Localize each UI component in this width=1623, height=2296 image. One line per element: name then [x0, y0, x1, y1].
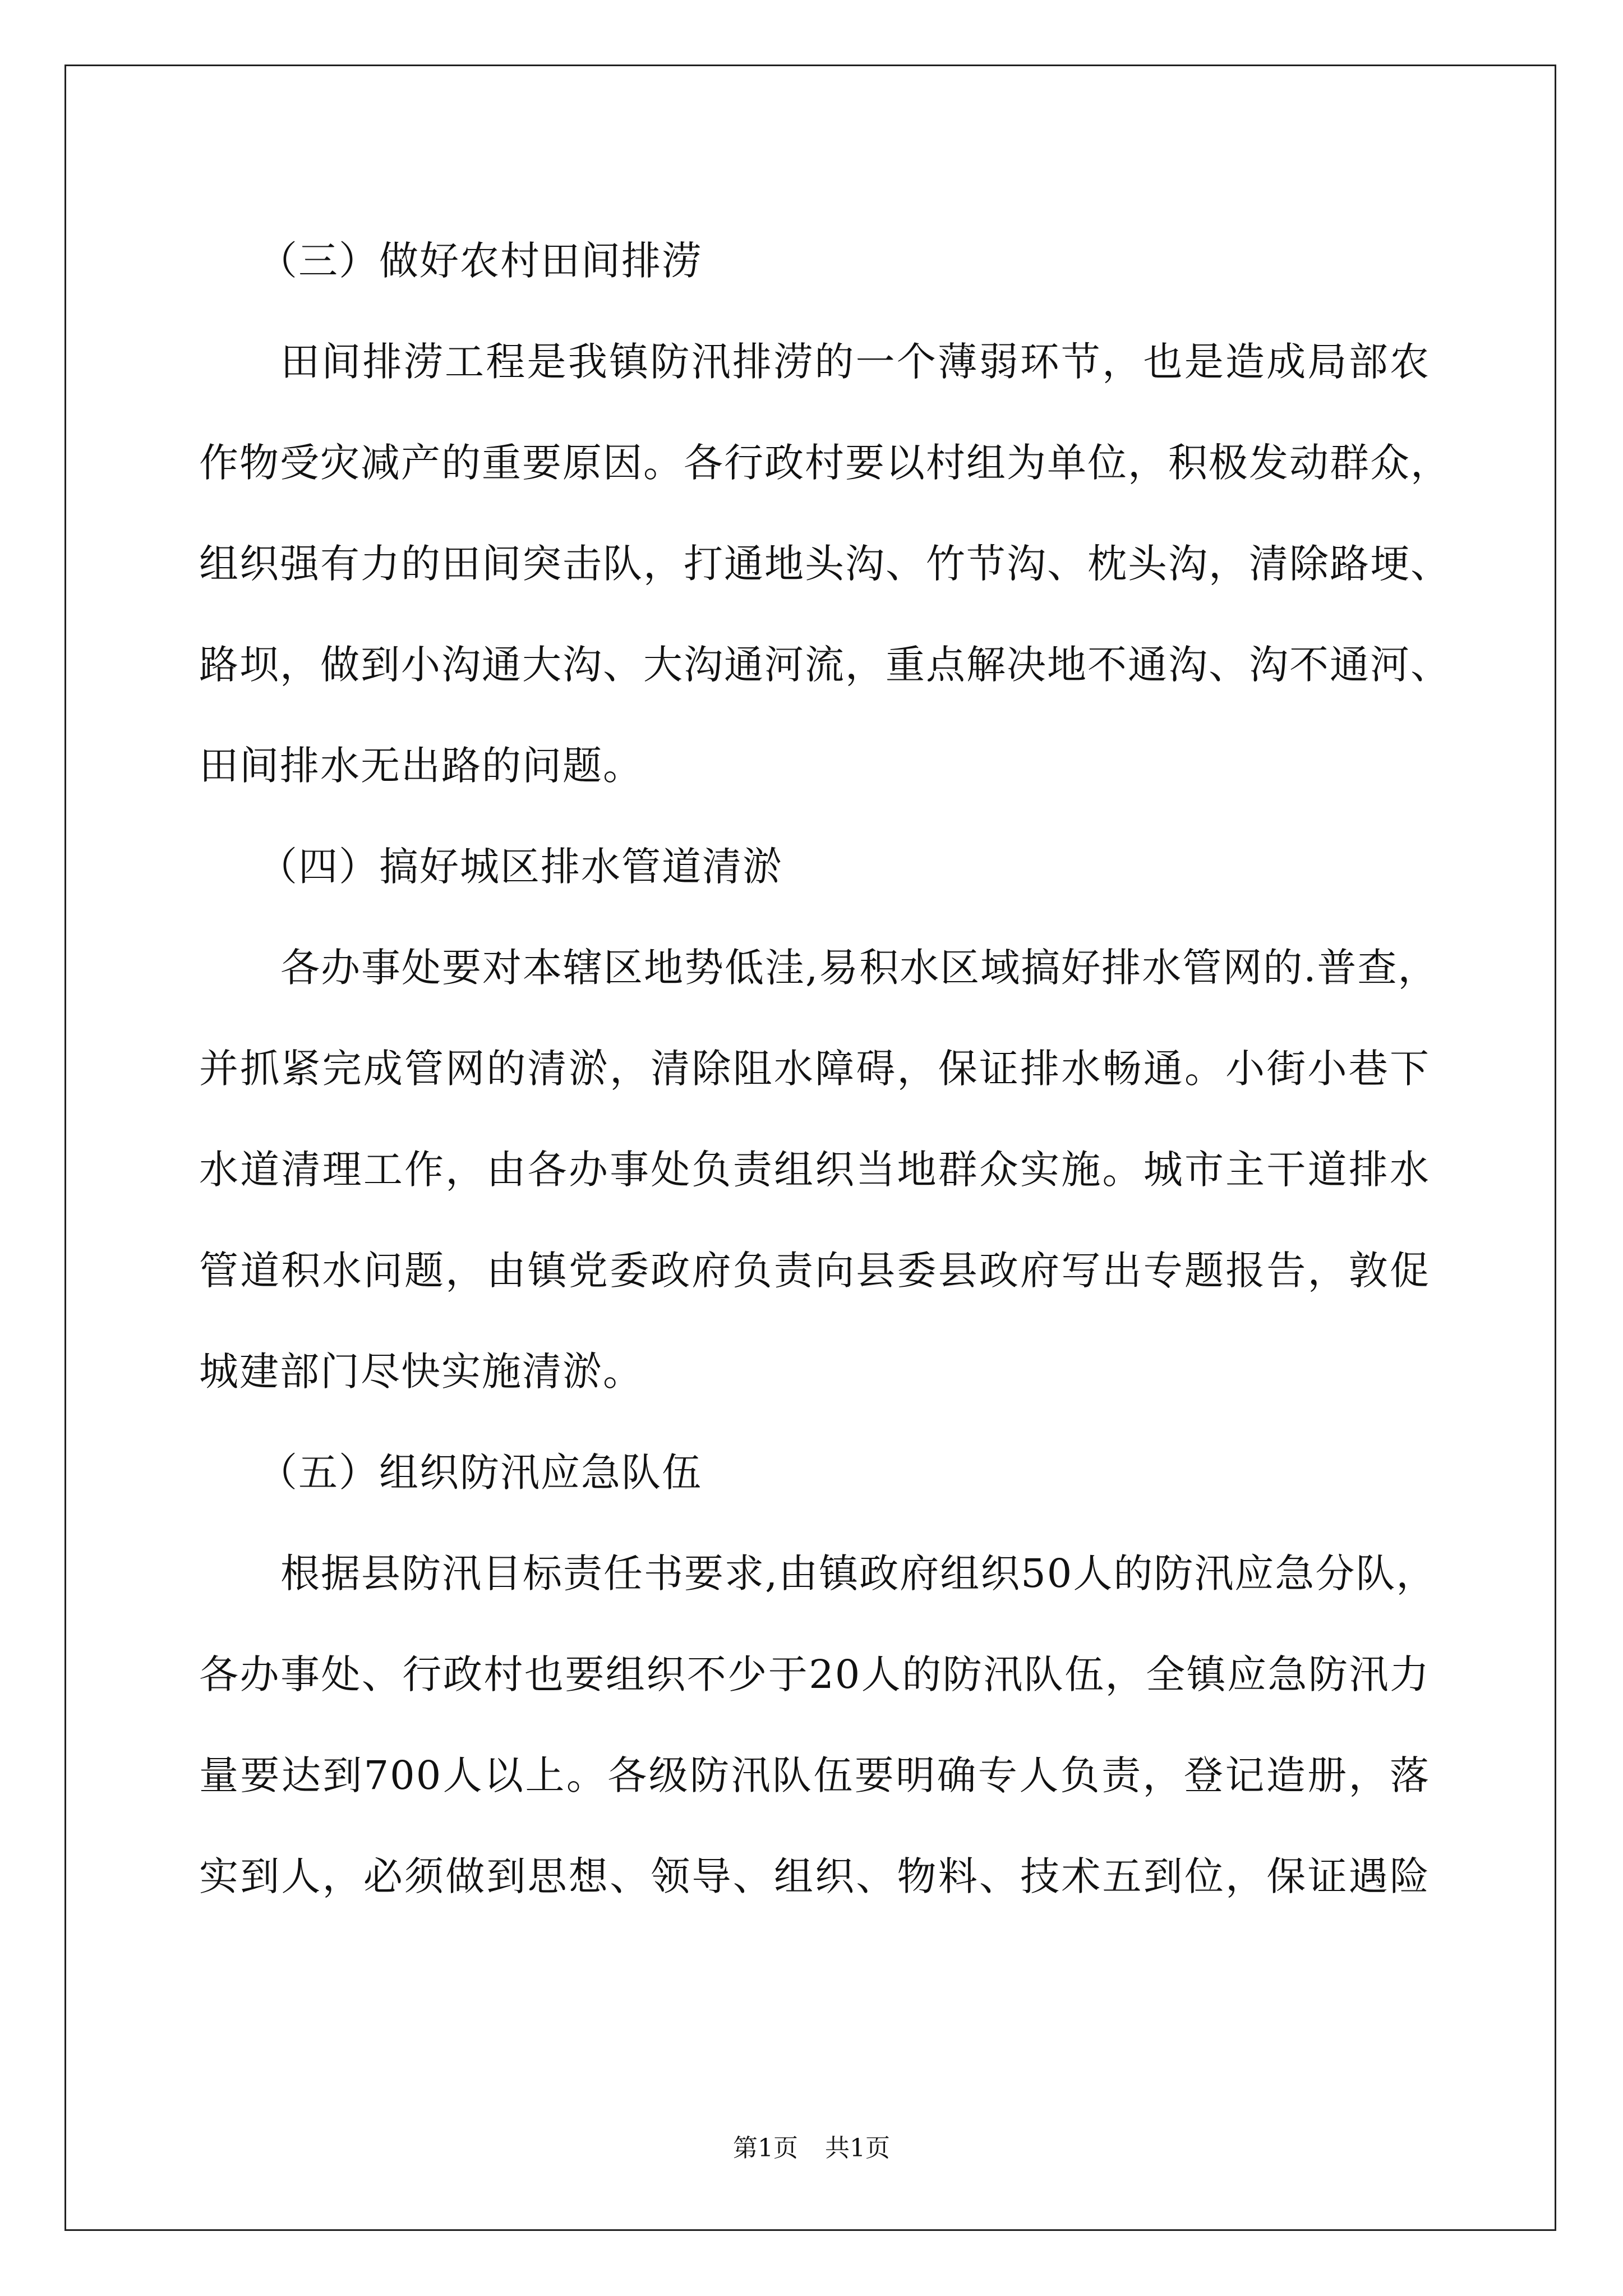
page-footer [0, 2132, 1623, 2165]
paragraph-line: 量要达到700人以上。各级防汛队伍要明确专人负责，登记造册，落 [199, 1752, 1430, 1798]
paragraph-line: 管道积水问题，由镇党委政府负责向县委县政府写出专题报告，敦促 [199, 1248, 1430, 1294]
section-heading: （五）组织防汛应急队伍 [258, 1450, 702, 1496]
paragraph-line: 田间排水无出路的问题。 [199, 743, 643, 789]
paragraph-line: 城建部门尽快实施清淤。 [199, 1349, 643, 1395]
paragraph-line: 水道清理工作，由各办事处负责组织当地群众实施。城市主干道排水 [199, 1147, 1430, 1193]
paragraph-line: 作物受灾减产的重要原因。各行政村要以村组为单位，积极发动群众， [199, 440, 1451, 486]
paragraph-line: 根据县防汛目标责任书要求,由镇政府组织50人的防汛应急分队， [280, 1550, 1437, 1596]
paragraph-line: 田间排涝工程是我镇防汛排涝的一个薄弱环节，也是造成局部农 [280, 339, 1430, 385]
page-number: 第1页 [733, 2134, 798, 2162]
paragraph-line: 各办事处要对本辖区地势低洼,易积水区域搞好排水管网的.普查， [280, 945, 1438, 991]
section-heading: （四）搞好城区排水管道清淤 [258, 844, 783, 890]
paragraph-line: 各办事处、行政村也要组织不少于20人的防汛队伍，全镇应急防汛力 [199, 1651, 1430, 1697]
section-heading: （三）做好农村田间排涝 [258, 238, 702, 284]
paragraph-line: 并抓紧完成管网的清淤，清除阻水障碍，保证排水畅通。小街小巷下 [199, 1046, 1430, 1092]
paragraph-line: 路坝，做到小沟通大沟、大沟通河流，重点解决地不通沟、沟不通河、 [199, 642, 1451, 688]
paragraph-line: 组织强有力的田间突击队，打通地头沟、竹节沟、枕头沟，清除路埂、 [199, 541, 1451, 587]
paragraph-line: 实到人，必须做到思想、领导、组织、物料、技术五到位，保证遇险 [199, 1853, 1430, 1899]
document-body [199, 210, 1451, 1927]
page-total: 共1页 [825, 2134, 890, 2162]
